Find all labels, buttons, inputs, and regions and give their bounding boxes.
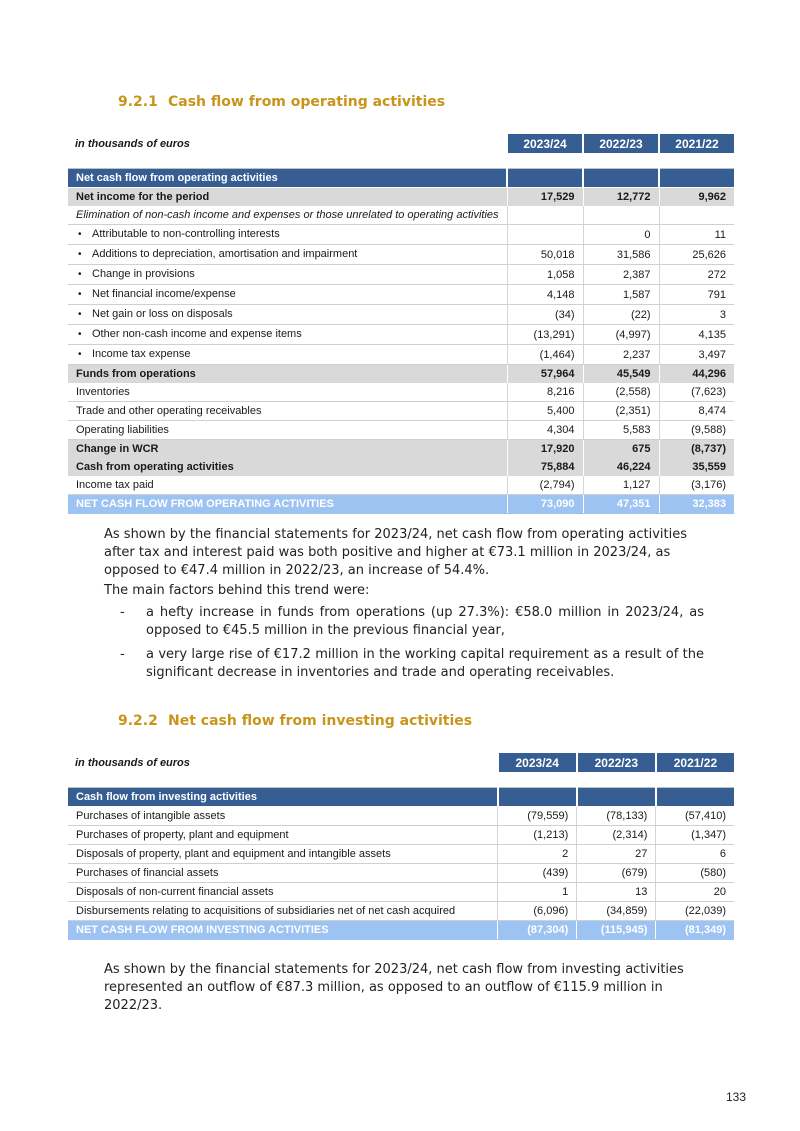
bullet-icon: • — [78, 289, 82, 300]
cell-value: 17,920 — [507, 440, 583, 459]
cell-value: 57,964 — [507, 365, 583, 384]
operating-table-row — [68, 245, 734, 265]
row-label-text: Income tax expense — [92, 348, 191, 360]
operating-factors-intro: The main factors behind this trend were: — [104, 583, 370, 598]
dash-bullet: - — [120, 647, 125, 662]
section-number: 9.2.1 — [118, 94, 158, 110]
row-label — [68, 245, 507, 265]
cell-value: (1,464) — [507, 345, 583, 365]
operating-table-row — [68, 440, 734, 459]
row-label-text: Purchases of intangible assets — [76, 810, 226, 822]
cell-value — [507, 206, 583, 225]
cell-value: 1,058 — [507, 265, 583, 285]
row-label-text: Purchases of property, plant and equipment — [76, 829, 289, 841]
operating-table-row — [68, 402, 734, 421]
cell-value: 35,559 — [659, 458, 734, 476]
cell-value: 27 — [577, 845, 656, 864]
bullet-icon: • — [78, 329, 82, 340]
cell-value: (2,794) — [507, 476, 583, 495]
cell-value: (9,588) — [659, 421, 734, 440]
cell-value: 11 — [659, 225, 734, 245]
cell-value: 3 — [659, 305, 734, 325]
row-label-text: Disbursements relating to acquisitions of subsidiaries net of net cash acquired — [76, 905, 456, 917]
dash-bullet: - — [120, 605, 125, 620]
cell-value — [507, 225, 583, 245]
column-header: 2023/24 — [498, 753, 577, 772]
row-label — [68, 285, 507, 305]
cell-value: 791 — [659, 285, 734, 305]
row-label-text: Disposals of non-current financial assets — [76, 886, 274, 898]
cell-value: (7,623) — [659, 383, 734, 402]
cell-value: 5,583 — [583, 421, 659, 440]
cell-value: (6,096) — [498, 902, 577, 921]
unit-label: in thousands of euros — [75, 137, 190, 150]
column-header: 2022/23 — [583, 134, 659, 153]
row-label-text: Elimination of non-cash income and expenses or those unrelated to operating activities — [76, 209, 499, 221]
row-label — [68, 365, 507, 384]
cell-value: 0 — [583, 225, 659, 245]
investing-table-row — [68, 845, 734, 864]
row-label-text: Purchases of financial assets — [76, 867, 219, 879]
bullet-icon: • — [78, 269, 82, 280]
row-label-text: Income tax paid — [76, 479, 154, 491]
row-label-text: Operating liabilities — [76, 424, 169, 436]
row-label — [68, 458, 507, 476]
row-label — [68, 169, 507, 188]
cell-value: (8,737) — [659, 440, 734, 459]
cell-value: (2,351) — [583, 402, 659, 421]
row-label-text: Cash flow from investing activities — [76, 791, 257, 803]
cell-value: 5,400 — [507, 402, 583, 421]
cell-value: 20 — [656, 883, 734, 902]
cell-value: 12,772 — [583, 188, 659, 207]
row-label — [68, 421, 507, 440]
cell-value: (79,559) — [498, 807, 577, 826]
operating-paragraph: As shown by the financial statements for 2023/24, net cash flow from operating activities after tax and interest paid was both positive and higher at €73.1 million in 2023/24, as opposed to €47.4 million in 2022/23, an increase of 54.4%. — [104, 527, 688, 578]
operating-table-row — [68, 188, 734, 207]
investing-table-row — [68, 826, 734, 845]
table-spacer — [68, 153, 734, 169]
operating-table-row — [68, 476, 734, 495]
cell-value: (78,133) — [577, 807, 656, 826]
cell-value: (679) — [577, 864, 656, 883]
cell-value — [656, 788, 734, 807]
row-label — [68, 402, 507, 421]
cell-value: 17,529 — [507, 188, 583, 207]
cell-value: (1,347) — [656, 826, 734, 845]
operating-table-body — [68, 169, 734, 514]
section-title: Net cash flow from investing activities — [168, 713, 473, 729]
bullet-icon: • — [78, 229, 82, 240]
row-label-text: Other non-cash income and expense items — [92, 328, 302, 340]
cell-value: (34) — [507, 305, 583, 325]
cell-value: 9,962 — [659, 188, 734, 207]
cell-value: (115,945) — [577, 921, 656, 940]
row-label — [68, 788, 498, 807]
operating-cash-flow-table — [68, 134, 734, 514]
section-title: Cash flow from operating activities — [168, 94, 446, 110]
cell-value — [507, 169, 583, 188]
operating-table-row — [68, 383, 734, 402]
cell-value: 1,587 — [583, 285, 659, 305]
operating-table-row — [68, 305, 734, 325]
cell-value: (13,291) — [507, 325, 583, 345]
row-label — [68, 476, 507, 495]
row-label-text: Cash from operating activities — [76, 461, 234, 473]
row-label — [68, 325, 507, 345]
cell-value — [577, 788, 656, 807]
row-label-text: Trade and other operating receivables — [76, 405, 262, 417]
row-label — [68, 807, 498, 826]
row-label-text: Net gain or loss on disposals — [92, 308, 233, 320]
cell-value: 8,216 — [507, 383, 583, 402]
investing-table-row — [68, 807, 734, 826]
cell-value: 45,549 — [583, 365, 659, 384]
cell-value: 6 — [656, 845, 734, 864]
column-header: 2023/24 — [507, 134, 583, 153]
section-heading-investing — [118, 713, 472, 729]
bullet-icon: • — [78, 309, 82, 320]
operating-table-row — [68, 225, 734, 245]
cell-value: 675 — [583, 440, 659, 459]
row-label — [68, 305, 507, 325]
row-label — [68, 826, 498, 845]
cell-value: 46,224 — [583, 458, 659, 476]
cell-value: (1,213) — [498, 826, 577, 845]
cell-value: 75,884 — [507, 458, 583, 476]
list-item-text: a hefty increase in funds from operations (up 27.3%): €58.0 million in 2023/24, as opposed to €45.5 million in the previous financial year, — [146, 605, 704, 638]
row-label-text: NET CASH FLOW FROM OPERATING ACTIVITIES — [76, 498, 334, 510]
operating-table-row — [68, 458, 734, 476]
list-item-text: a very large rise of €17.2 million in the working capital requirement as a result of the significant decrease in inventories and trade and operating receivables. — [146, 647, 704, 680]
list-item — [104, 604, 704, 640]
investing-table-row — [68, 902, 734, 921]
cell-value — [583, 206, 659, 225]
row-label-text: Change in provisions — [92, 268, 195, 280]
cell-value: 50,018 — [507, 245, 583, 265]
cell-value: 1,127 — [583, 476, 659, 495]
table-spacer — [68, 772, 734, 788]
operating-table-row — [68, 265, 734, 285]
cell-value: (57,410) — [656, 807, 734, 826]
cell-value: (2,314) — [577, 826, 656, 845]
column-header: 2022/23 — [577, 753, 656, 772]
cell-value: 4,135 — [659, 325, 734, 345]
bullet-icon: • — [78, 349, 82, 360]
table-column-header-row — [68, 134, 734, 153]
cell-value: 32,383 — [659, 495, 734, 514]
cell-value: 73,090 — [507, 495, 583, 514]
investing-paragraph: As shown by the financial statements for 2023/24, net cash flow from investing activities represented an outflow of €87.3 million, as opposed to an outflow of €115.9 million in 2022/23. — [104, 962, 684, 1013]
operating-table-row — [68, 365, 734, 384]
cell-value: (3,176) — [659, 476, 734, 495]
cell-value: 8,474 — [659, 402, 734, 421]
cell-value: 31,586 — [583, 245, 659, 265]
bullet-icon: • — [78, 249, 82, 260]
operating-table-row — [68, 325, 734, 345]
cell-value: 2,387 — [583, 265, 659, 285]
column-header: 2021/22 — [656, 753, 734, 772]
row-label — [68, 902, 498, 921]
row-label — [68, 495, 507, 514]
row-label-text: Net cash flow from operating activities — [76, 172, 278, 184]
cell-value — [659, 206, 734, 225]
list-item — [104, 646, 704, 682]
section-number: 9.2.2 — [118, 713, 158, 729]
investing-cash-flow-table — [68, 753, 734, 940]
cell-value: (22) — [583, 305, 659, 325]
investing-table-row — [68, 864, 734, 883]
operating-factors-list — [104, 604, 704, 688]
cell-value: 1 — [498, 883, 577, 902]
row-label — [68, 265, 507, 285]
cell-value: 3,497 — [659, 345, 734, 365]
cell-value: (439) — [498, 864, 577, 883]
operating-table-row — [68, 345, 734, 365]
row-label — [68, 383, 507, 402]
cell-value — [583, 169, 659, 188]
cell-value: (81,349) — [656, 921, 734, 940]
cell-value: 13 — [577, 883, 656, 902]
investing-table-row — [68, 883, 734, 902]
cell-value: 2 — [498, 845, 577, 864]
row-label-text: Funds from operations — [76, 368, 196, 380]
column-header: 2021/22 — [659, 134, 734, 153]
row-label — [68, 345, 507, 365]
cell-value: 25,626 — [659, 245, 734, 265]
cell-value — [498, 788, 577, 807]
row-label-text: Change in WCR — [76, 443, 159, 455]
cell-value: (580) — [656, 864, 734, 883]
row-label — [68, 188, 507, 207]
row-label-text: Attributable to non-controlling interests — [92, 228, 280, 240]
investing-table-body — [68, 788, 734, 940]
row-label-text: Net financial income/expense — [92, 288, 236, 300]
cell-value: 272 — [659, 265, 734, 285]
operating-table-row — [68, 206, 734, 225]
cell-value — [659, 169, 734, 188]
cell-value: 47,351 — [583, 495, 659, 514]
page-number: 133 — [725, 1090, 746, 1104]
row-label — [68, 845, 498, 864]
row-label-text: Disposals of property, plant and equipment and intangible assets — [76, 848, 391, 860]
row-label-text: Additions to depreciation, amortisation and impairment — [92, 248, 358, 260]
operating-table-row — [68, 169, 734, 188]
cell-value: (34,859) — [577, 902, 656, 921]
cell-value: (22,039) — [656, 902, 734, 921]
row-label-text: NET CASH FLOW FROM INVESTING ACTIVITIES — [76, 924, 329, 936]
table-column-header-row — [68, 753, 734, 772]
cell-value: (4,997) — [583, 325, 659, 345]
cell-value: (2,558) — [583, 383, 659, 402]
cell-value: 4,148 — [507, 285, 583, 305]
cell-value: (87,304) — [498, 921, 577, 940]
row-label — [68, 206, 507, 225]
row-label — [68, 921, 498, 940]
row-label — [68, 225, 507, 245]
unit-label: in thousands of euros — [75, 756, 190, 769]
row-label-text: Inventories — [76, 386, 130, 398]
operating-table-row — [68, 495, 734, 514]
row-label-text: Net income for the period — [76, 191, 210, 203]
operating-table-row — [68, 421, 734, 440]
row-label — [68, 864, 498, 883]
operating-table-row — [68, 285, 734, 305]
row-label — [68, 883, 498, 902]
investing-table-row — [68, 788, 734, 807]
cell-value: 4,304 — [507, 421, 583, 440]
cell-value: 44,296 — [659, 365, 734, 384]
section-heading-operating — [118, 94, 445, 110]
cell-value: 2,237 — [583, 345, 659, 365]
investing-table-row — [68, 921, 734, 940]
row-label — [68, 440, 507, 459]
